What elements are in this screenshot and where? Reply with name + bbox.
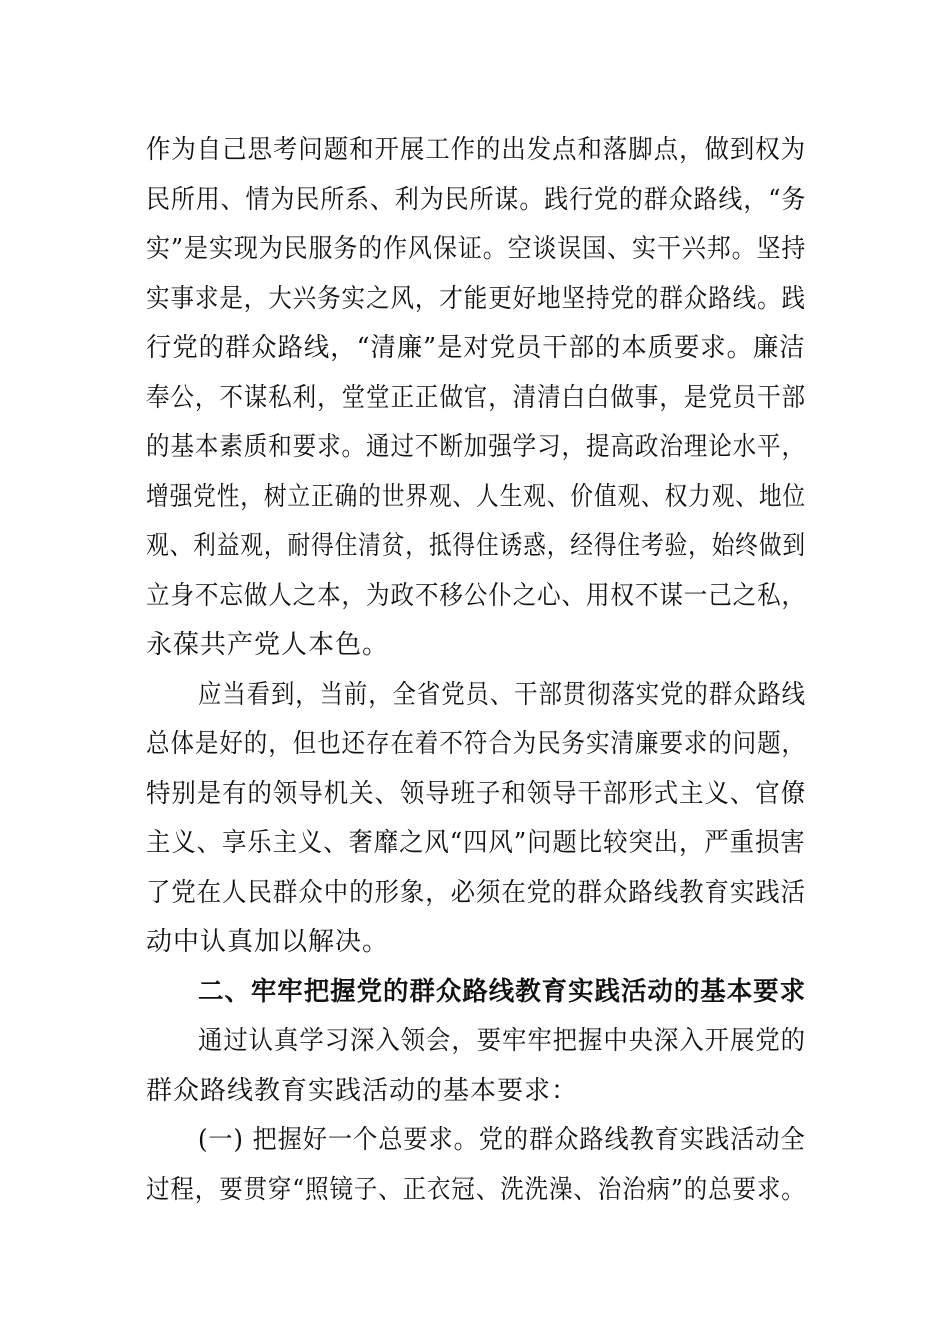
line-text: 民所用、情为民所系、利为民所谋。践行党的群众路线，“务 — [146, 185, 807, 215]
text-line — [0, 1021, 950, 1061]
text-line — [0, 279, 950, 319]
line-text: (一) 把握好一个总要求。党的群众路线教育实践活动全 — [198, 1125, 806, 1155]
line-text: 的基本素质和要求。通过不断加强学习，提高政治理论水平， — [146, 432, 807, 462]
line-text: 主义、享乐主义、奢靡之风“四风”问题比较突出，严重损害 — [146, 828, 806, 858]
heading-text: 二、牢牢把握党的群众路线教育实践活动的基本要求 — [198, 977, 807, 1007]
line-text: 增强党性，树立正确的世界观、人生观、价值观、权力观、地位 — [146, 482, 807, 512]
line-text: 通过认真学习深入领会，要牢牢把握中央深入开展党的 — [198, 1026, 807, 1056]
text-line — [0, 526, 950, 566]
line-text: 群众路线教育实践活动的基本要求： — [146, 1076, 579, 1106]
line-text: 实事求是，大兴务实之风，才能更好地坚持党的群众路线。践 — [146, 284, 807, 314]
section-heading — [0, 972, 950, 1012]
line-text: 总体是好的，但也还存在着不符合为民务实清廉要求的问题， — [146, 729, 807, 759]
text-line — [0, 328, 950, 368]
line-text: 作为自己思考问题和开展工作的出发点和落脚点，做到权为 — [146, 135, 807, 165]
line-text: 实”是实现为民服务的作风保证。空谈误国、实干兴邦。坚持 — [146, 234, 807, 264]
text-line — [0, 477, 950, 517]
text-line — [0, 378, 950, 418]
line-text: 行党的群众路线，“清廉”是对党员干部的本质要求。廉洁 — [146, 333, 806, 363]
text-line — [0, 774, 950, 814]
line-text: 观、利益观，耐得住清贫，抵得住诱惑，经得住考验，始终做到 — [146, 531, 807, 561]
text-line — [0, 130, 950, 170]
line-text: 应当看到，当前，全省党员、干部贯彻落实党的群众路线 — [198, 680, 807, 710]
line-text: 动中认真加以解决。 — [146, 927, 390, 957]
line-text: 奉公，不谋私利，堂堂正正做官，清清白白做事，是党员干部 — [146, 383, 807, 413]
line-text: 了党在人民群众中的形象，必须在党的群众路线教育实践活 — [146, 878, 807, 908]
text-line — [0, 823, 950, 863]
text-line — [0, 1120, 950, 1160]
text-line — [0, 576, 950, 616]
text-line — [0, 922, 950, 962]
text-line — [0, 724, 950, 764]
line-text: 立身不忘做人之本，为政不移公仆之心、用权不谋一己之私， — [146, 581, 807, 611]
line-text: 特别是有的领导机关、领导班子和领导干部形式主义、官僚 — [146, 779, 807, 809]
text-line — [0, 675, 950, 715]
line-text: 永葆共产党人本色。 — [146, 630, 390, 660]
text-line — [0, 229, 950, 269]
text-line — [0, 1071, 950, 1111]
line-text: 过程，要贯穿“照镜子、正衣冠、洗洗澡、治治病”的总要求。 — [146, 1175, 806, 1205]
text-line — [0, 180, 950, 220]
text-line — [0, 625, 950, 665]
text-line — [0, 427, 950, 467]
text-line — [0, 873, 950, 913]
text-line — [0, 1170, 950, 1210]
